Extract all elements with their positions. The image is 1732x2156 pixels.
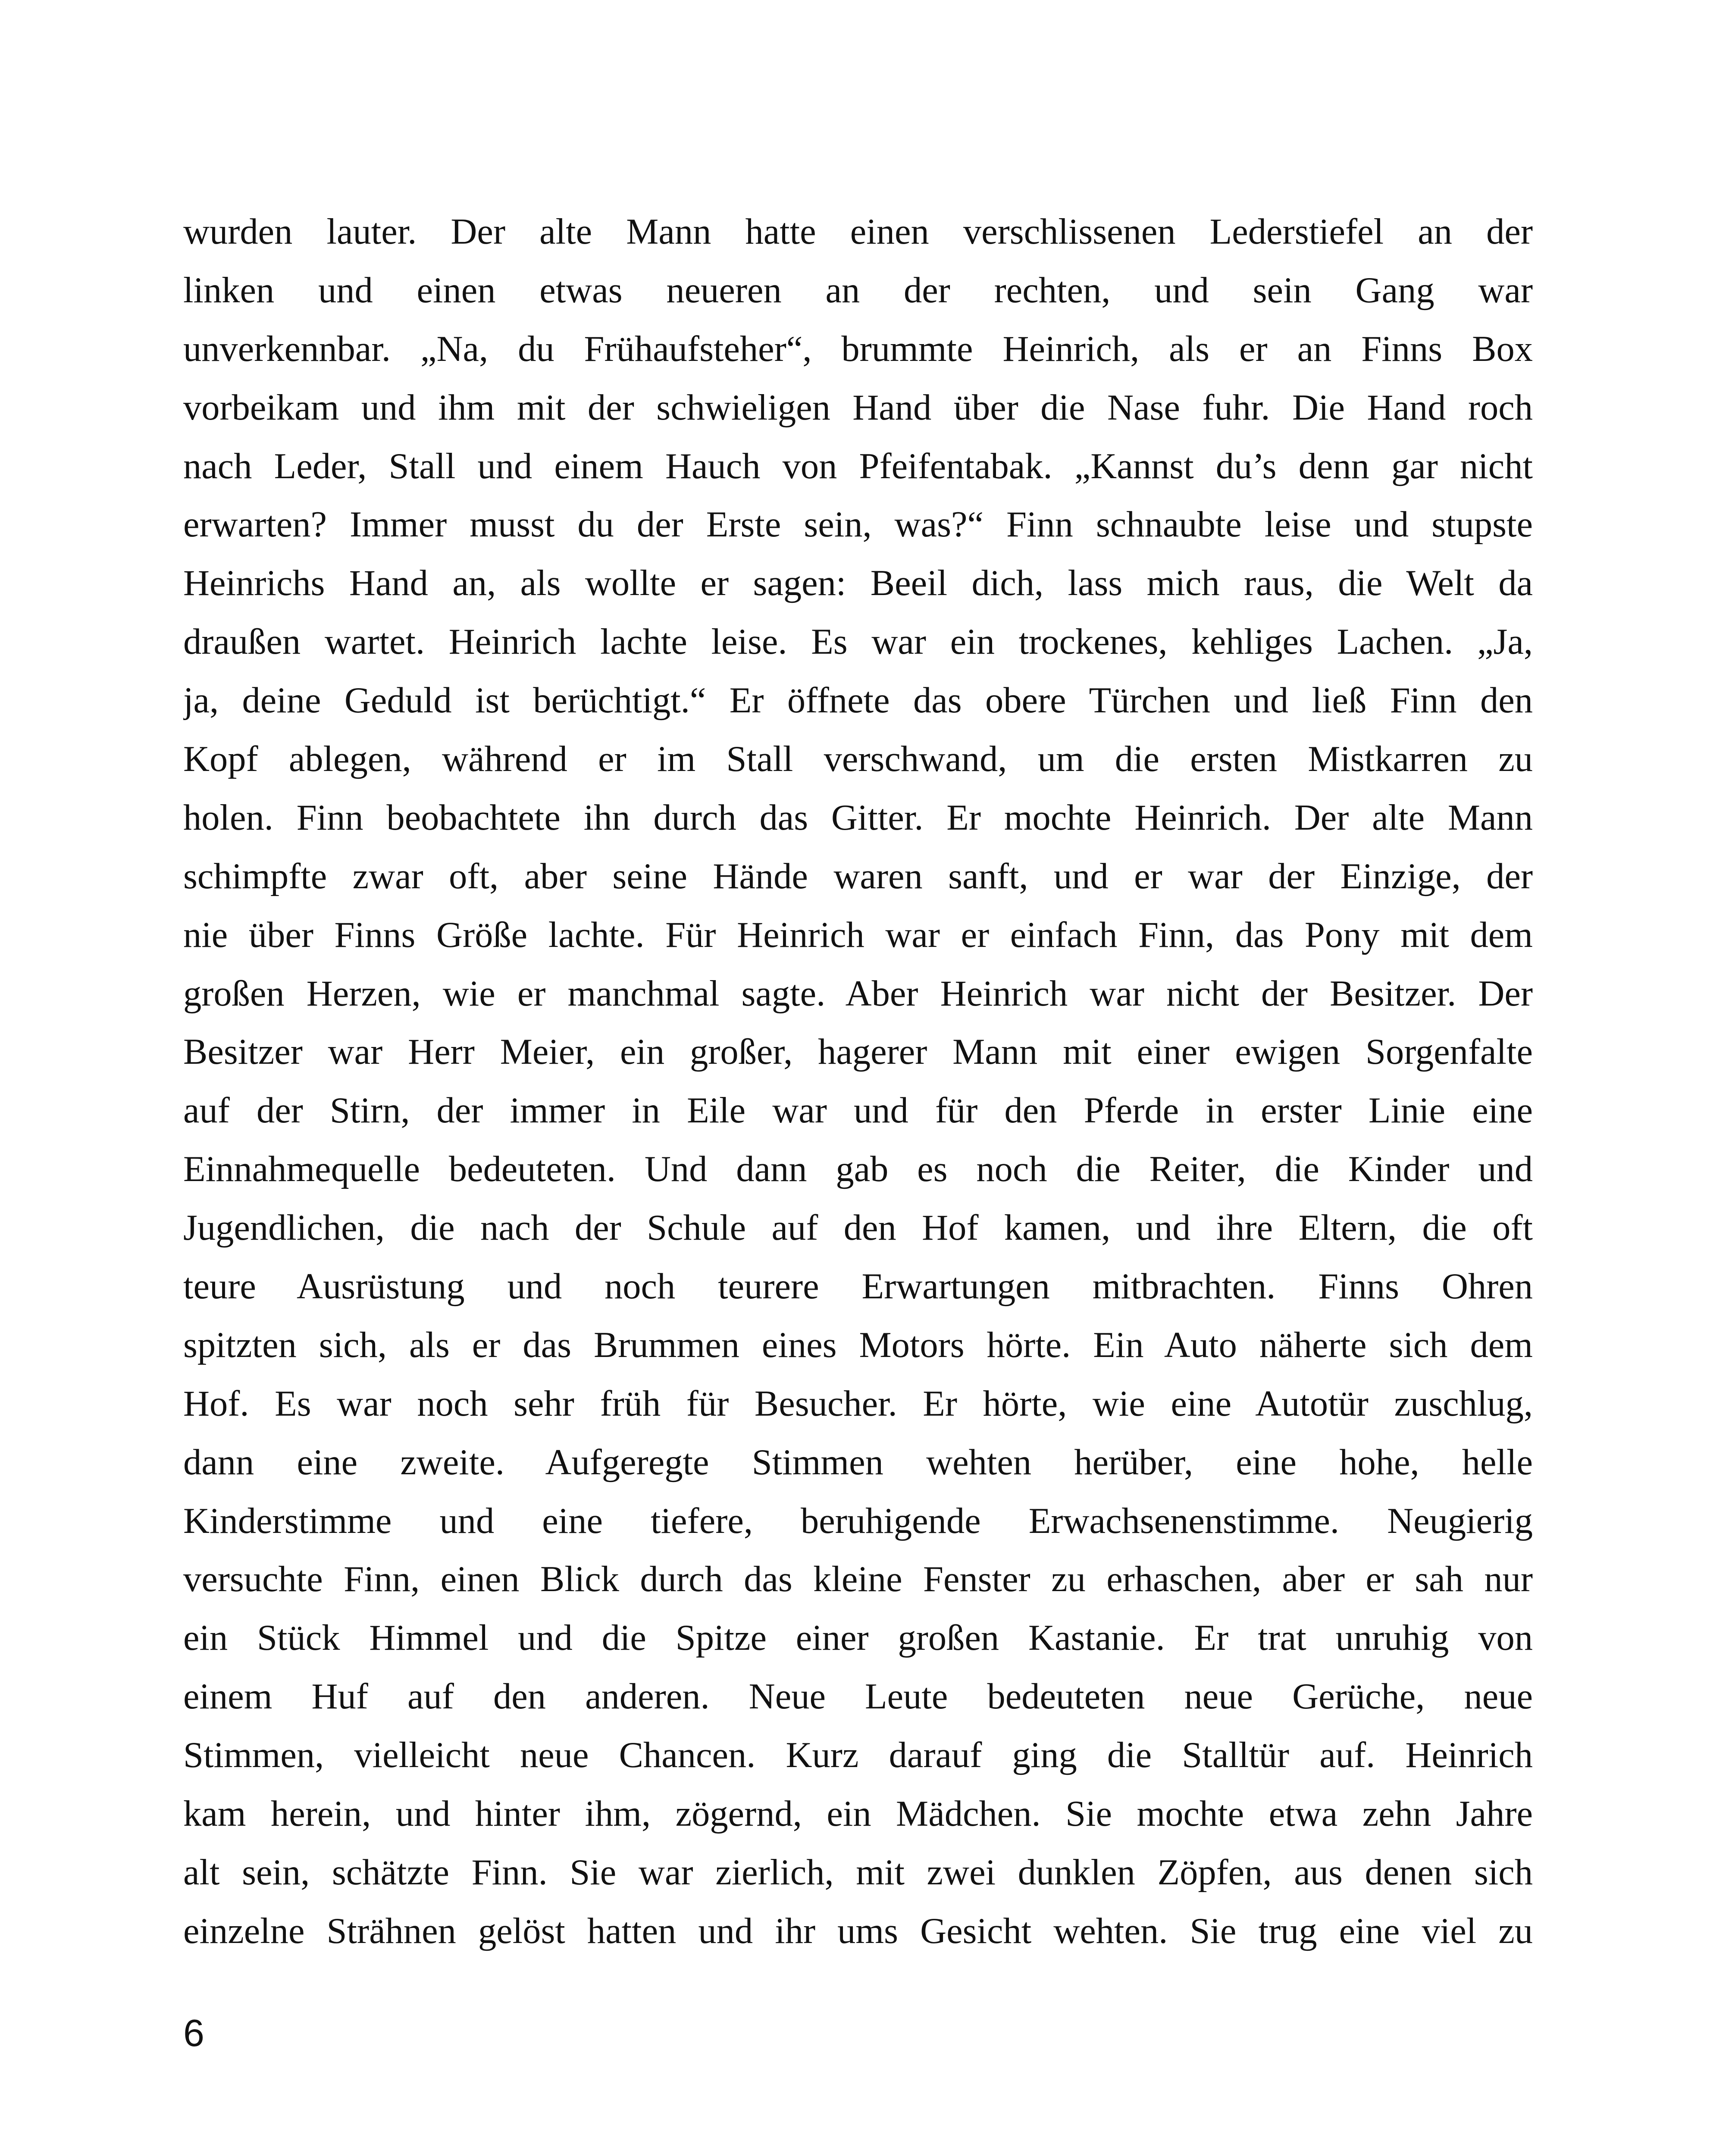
text-line: nie über Finns Größe lachte. Für Heinrich war er einfach Finn, das Pony mit dem xyxy=(183,915,1533,955)
text-line: einzelne Strähnen gelöst hatten und ihr ums Gesicht wehten. Sie trug eine viel zu xyxy=(183,1911,1533,1951)
text-line: Besitzer war Herr Meier, ein großer, hagerer Mann mit einer ewigen Sorgenfalte xyxy=(183,1032,1533,1072)
text-line: Hof. Es war noch sehr früh für Besucher. Er hörte, wie eine Autotür zuschlug, xyxy=(183,1383,1533,1424)
text-line: linken und einen etwas neueren an der rechten, und sein Gang war xyxy=(183,270,1533,310)
text-line: kam herein, und hinter ihm, zögernd, ein Mädchen. Sie mochte etwa zehn Jahre xyxy=(183,1794,1533,1834)
text-line: unverkennbar. „Na, du Frühaufsteher“, brummte Heinrich, als er an Finns Box xyxy=(183,329,1533,369)
text-line: nach Leder, Stall und einem Hauch von Pfeifentabak. „Kannst du’s denn gar nicht xyxy=(183,446,1533,486)
text-line: Kopf ablegen, während er im Stall verschwand, um die ersten Mistkarren zu xyxy=(183,739,1533,780)
text-line: wurden lauter. Der alte Mann hatte einen verschlissenen Lederstiefel an der xyxy=(183,212,1533,252)
text-line: versuchte Finn, einen Blick durch das kleine Fenster zu erhaschen, aber er sah nur xyxy=(183,1559,1533,1600)
text-line: holen. Finn beobachtete ihn durch das Gitter. Er mochte Heinrich. Der alte Mann xyxy=(183,797,1533,838)
text-line: schimpfte zwar oft, aber seine Hände waren sanft, und er war der Einzige, der xyxy=(183,856,1533,896)
text-line: auf der Stirn, der immer in Eile war und für den Pferde in erster Linie eine xyxy=(183,1091,1533,1131)
text-line: draußen wartet. Heinrich lachte leise. Es war ein trockenes, kehliges Lachen. „Ja, xyxy=(183,622,1533,662)
text-line: teure Ausrüstung und noch teurere Erwartungen mitbrachten. Finns Ohren xyxy=(183,1266,1533,1307)
page-number: 6 xyxy=(183,2012,204,2054)
body-text xyxy=(183,203,1533,1961)
text-line: Stimmen, vielleicht neue Chancen. Kurz darauf ging die Stalltür auf. Heinrich xyxy=(183,1735,1533,1776)
text-line: vorbeikam und ihm mit der schwieligen Hand über die Nase fuhr. Die Hand roch xyxy=(183,387,1533,428)
text-line: ein Stück Himmel und die Spitze einer großen Kastanie. Er trat unruhig von xyxy=(183,1618,1533,1658)
text-line: spitzten sich, als er das Brummen eines Motors hörte. Ein Auto näherte sich dem xyxy=(183,1325,1533,1365)
text-line: alt sein, schätzte Finn. Sie war zierlich, mit zwei dunklen Zöpfen, aus denen sich xyxy=(183,1852,1533,1893)
text-line: dann eine zweite. Aufgeregte Stimmen wehten herüber, eine hohe, helle xyxy=(183,1442,1533,1482)
text-line: ja, deine Geduld ist berüchtigt.“ Er öffnete das obere Türchen und ließ Finn den xyxy=(183,680,1533,721)
text-line: Einnahmequelle bedeuteten. Und dann gab es noch die Reiter, die Kinder und xyxy=(183,1149,1533,1190)
text-line: Heinrichs Hand an, als wollte er sagen: Beeil dich, lass mich raus, die Welt da xyxy=(183,563,1533,604)
text-line: Kinderstimme und eine tiefere, beruhigende Erwachsenenstimme. Neugierig xyxy=(183,1501,1533,1541)
text-line: einem Huf auf den anderen. Neue Leute bedeuteten neue Gerüche, neue xyxy=(183,1677,1533,1717)
text-line: Jugendlichen, die nach der Schule auf den Hof kamen, und ihre Eltern, die oft xyxy=(183,1208,1533,1248)
text-line: großen Herzen, wie er manchmal sagte. Aber Heinrich war nicht der Besitzer. Der xyxy=(183,973,1533,1014)
text-line: erwarten? Immer musst du der Erste sein, was?“ Finn schnaubte leise und stupste xyxy=(183,505,1533,545)
